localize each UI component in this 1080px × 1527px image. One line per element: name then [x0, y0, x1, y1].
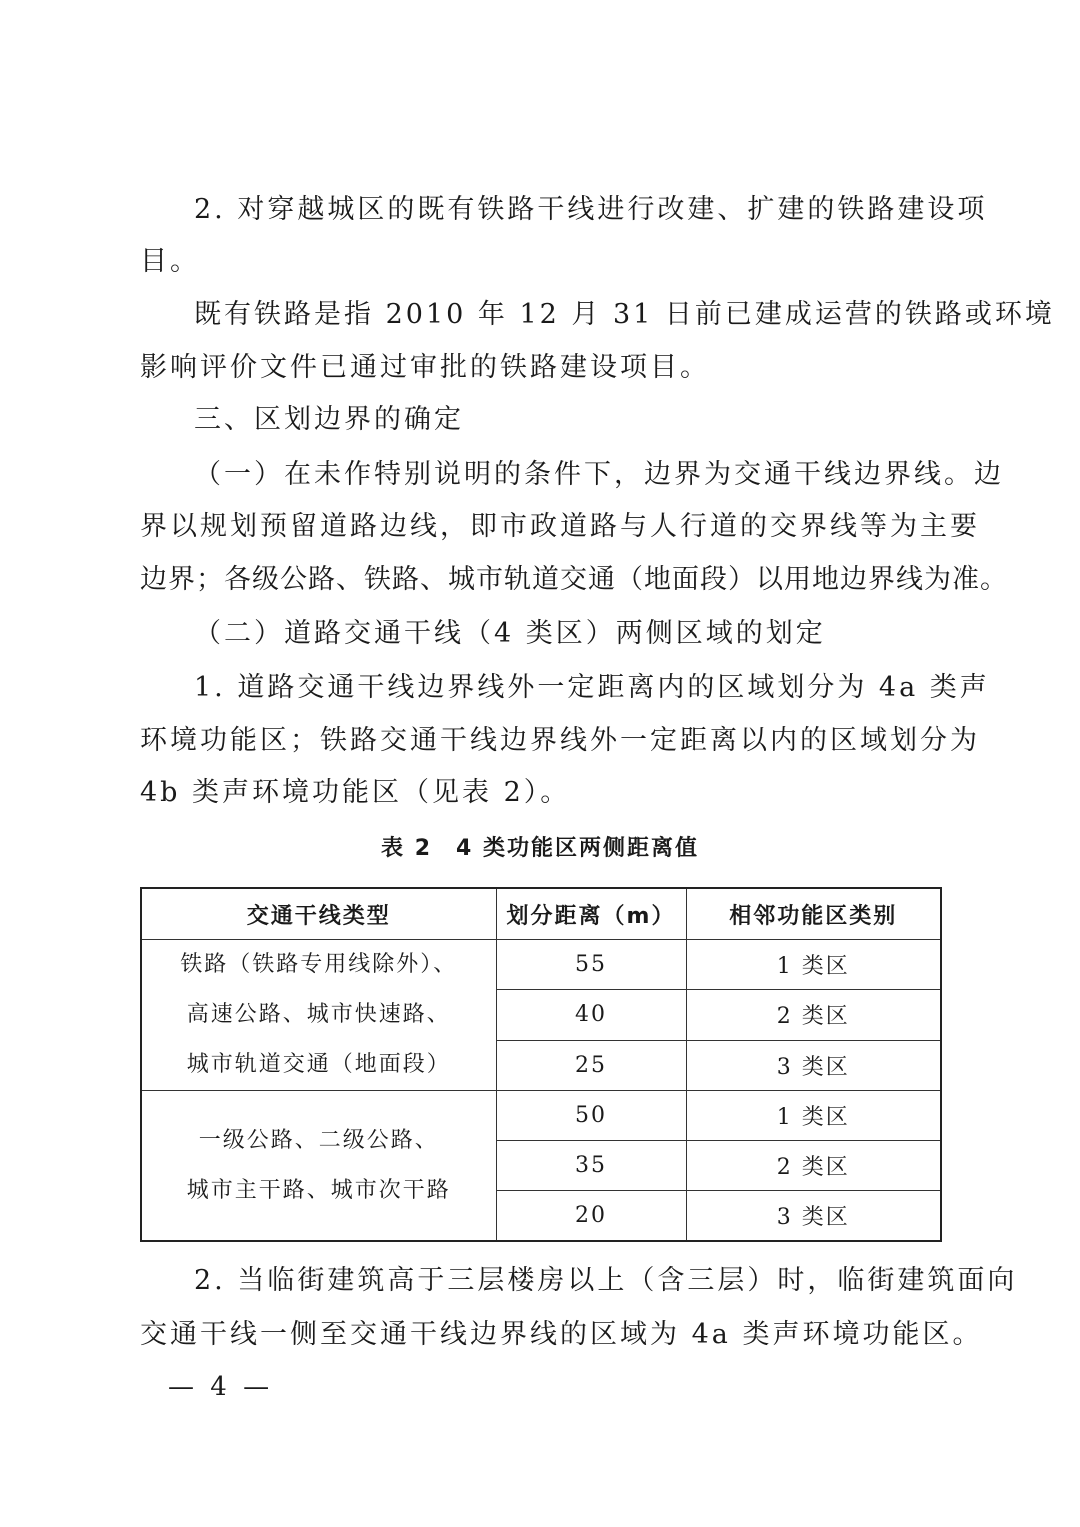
paragraph-line: 影响评价文件已通过审批的铁路建设项目。	[140, 352, 710, 383]
distance-cell: 50	[496, 1091, 686, 1141]
distance-cell: 35	[496, 1141, 686, 1191]
category-cell: 2 类区	[686, 990, 941, 1040]
subsection-heading: （二）道路交通干线（4 类区）两侧区域的划定	[194, 618, 826, 649]
paragraph-line: 目。	[140, 246, 200, 277]
section-heading: 三、区划边界的确定	[194, 404, 464, 435]
road-type-line: 一级公路、二级公路、	[198, 1127, 439, 1153]
column-header-category: 相邻功能区类别	[686, 888, 941, 940]
distance-cell: 20	[496, 1191, 686, 1242]
table-row	[141, 1091, 941, 1141]
column-header-type: 交通干线类型	[141, 888, 496, 940]
table-header-row	[141, 888, 941, 940]
table-caption: 表 2 4 类功能区两侧距离值	[381, 836, 699, 861]
paragraph-line: （一）在未作特别说明的条件下，边界为交通干线边界线。边	[194, 459, 1004, 490]
table-row	[141, 940, 941, 990]
paragraph-line: 界以规划预留道路边线，即市政道路与人行道的交界线等为主要	[140, 511, 980, 542]
distance-cell: 55	[496, 940, 686, 990]
road-type-line: 城市主干路、城市次干路	[186, 1177, 451, 1203]
paragraph-line: 1. 道路交通干线边界线外一定距离内的区域划分为 4a 类声	[194, 672, 990, 703]
category-cell: 3 类区	[686, 1191, 941, 1242]
distance-table	[140, 887, 942, 1242]
road-type-line: 铁路（铁路专用线除外）、	[180, 952, 458, 977]
paragraph-line: 2. 当临街建筑高于三层楼房以上（含三层）时，临街建筑面向	[194, 1265, 1018, 1296]
paragraph-line: 边界；各级公路、铁路、城市轨道交通（地面段）以用地边界线为准。	[140, 564, 1008, 595]
paragraph-line: 2. 对穿越城区的既有铁路干线进行改建、扩建的铁路建设项	[194, 194, 988, 225]
road-type-cell	[141, 1091, 496, 1242]
road-type-cell	[141, 940, 496, 1091]
road-type-line: 城市轨道交通（地面段）	[186, 1052, 451, 1077]
category-cell: 1 类区	[686, 1091, 941, 1141]
page-number: — 4 —	[168, 1372, 274, 1402]
paragraph-line: 交通干线一侧至交通干线边界线的区域为 4a 类声环境功能区。	[140, 1319, 983, 1350]
column-header-distance: 划分距离（m）	[496, 888, 686, 940]
category-cell: 2 类区	[686, 1141, 941, 1191]
distance-cell: 40	[496, 990, 686, 1040]
category-cell: 3 类区	[686, 1040, 941, 1090]
distance-cell: 25	[496, 1040, 686, 1090]
paragraph-line: 既有铁路是指 2010 年 12 月 31 日前已建成运营的铁路或环境	[194, 299, 1055, 330]
category-cell: 1 类区	[686, 940, 941, 990]
road-type-line: 高速公路、城市快速路、	[186, 1002, 451, 1027]
paragraph-line: 环境功能区；铁路交通干线边界线外一定距离以内的区域划分为	[140, 725, 980, 756]
paragraph-line: 4b 类声环境功能区（见表 2）。	[140, 777, 571, 808]
